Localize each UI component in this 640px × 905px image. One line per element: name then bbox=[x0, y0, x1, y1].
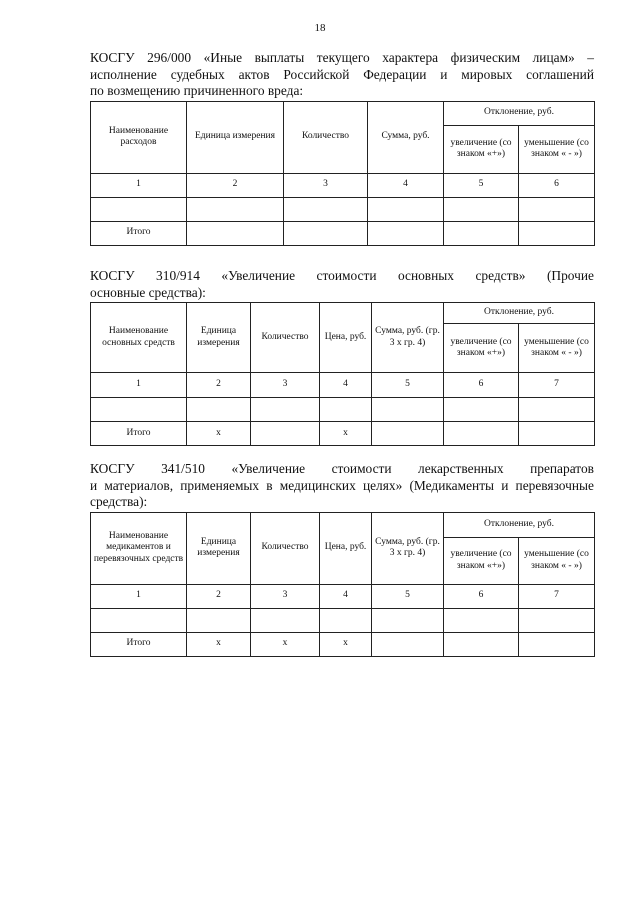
table-cell bbox=[284, 221, 368, 245]
column-number: 5 bbox=[372, 373, 444, 398]
column-number: 4 bbox=[320, 373, 372, 398]
column-number: 7 bbox=[519, 584, 595, 608]
column-header: Количество bbox=[284, 101, 368, 173]
column-numbers-row bbox=[91, 173, 595, 197]
column-number: 3 bbox=[284, 173, 368, 197]
column-header: Цена, руб. bbox=[320, 303, 372, 373]
column-number: 1 bbox=[91, 173, 187, 197]
table-cell bbox=[91, 197, 187, 221]
total-label: Итого bbox=[91, 422, 187, 446]
table-cell bbox=[320, 608, 372, 632]
total-label: Итого bbox=[91, 221, 187, 245]
section-kosgu-341 bbox=[90, 461, 594, 657]
section-heading-line: по возмещению причиненного вреда: bbox=[90, 83, 304, 98]
table-cell bbox=[251, 608, 320, 632]
column-header: Количество bbox=[251, 512, 320, 584]
table-cell bbox=[372, 608, 444, 632]
table-cell: x bbox=[320, 422, 372, 446]
table-cell bbox=[187, 197, 284, 221]
column-header: увеличение (со знаком «+») bbox=[444, 125, 519, 173]
column-header: Количество bbox=[251, 303, 320, 373]
section-heading-line: основные средства): bbox=[90, 284, 206, 300]
table-cell bbox=[444, 632, 519, 656]
section-kosgu-296 bbox=[90, 50, 594, 246]
deviation-header: Отклонение, руб. bbox=[444, 512, 595, 537]
column-number: 7 bbox=[519, 373, 595, 398]
table-cell bbox=[519, 608, 595, 632]
total-row bbox=[91, 221, 595, 245]
table-cell: x bbox=[320, 632, 372, 656]
column-number: 6 bbox=[519, 173, 595, 197]
table-cell bbox=[368, 221, 444, 245]
column-header: Наименование медикаментов и перевязочных средств bbox=[91, 512, 187, 584]
column-number: 6 bbox=[444, 584, 519, 608]
column-header: Единица измерения bbox=[187, 512, 251, 584]
column-number: 1 bbox=[91, 584, 187, 608]
table-cell bbox=[444, 197, 519, 221]
column-header: Наименование расходов bbox=[91, 101, 187, 173]
total-row bbox=[91, 632, 595, 656]
table-cell bbox=[91, 398, 187, 422]
table-cell bbox=[372, 398, 444, 422]
section-heading-line: и материалов, применяемых в медицинских целях» (Медикаменты и перевязочные bbox=[90, 477, 594, 493]
empty-row bbox=[91, 398, 595, 422]
column-number: 3 bbox=[251, 584, 320, 608]
column-header: увеличение (со знаком «+») bbox=[444, 537, 519, 584]
column-number: 1 bbox=[91, 373, 187, 398]
table-cell bbox=[368, 197, 444, 221]
table-cell bbox=[519, 422, 595, 446]
table-cell bbox=[444, 608, 519, 632]
kosgu-310-table bbox=[90, 302, 595, 446]
column-numbers-row bbox=[91, 373, 595, 398]
kosgu-341-table bbox=[90, 512, 595, 657]
table-cell bbox=[444, 398, 519, 422]
table-cell bbox=[444, 422, 519, 446]
kosgu-296-table bbox=[90, 101, 595, 246]
table-header-row bbox=[91, 303, 595, 324]
table-cell: x bbox=[187, 422, 251, 446]
table-header-row bbox=[91, 101, 595, 125]
table-cell bbox=[91, 608, 187, 632]
section-kosgu-310 bbox=[90, 268, 594, 446]
column-numbers-row bbox=[91, 584, 595, 608]
table-header-row bbox=[91, 512, 595, 537]
column-header: уменьшение (со знаком « - ») bbox=[519, 125, 595, 173]
column-number: 5 bbox=[372, 584, 444, 608]
column-header: Сумма, руб. (гр. 3 х гр. 4) bbox=[372, 303, 444, 373]
column-header: Наименование основных средств bbox=[91, 303, 187, 373]
table-cell bbox=[519, 398, 595, 422]
column-header: уменьшение (со знаком « - ») bbox=[519, 324, 595, 373]
column-number: 4 bbox=[320, 584, 372, 608]
table-cell bbox=[187, 608, 251, 632]
column-header: Сумма, руб. bbox=[368, 101, 444, 173]
total-label: Итого bbox=[91, 632, 187, 656]
section-heading-line: исполнение судебных актов Российской Федерации и мировых соглашений bbox=[90, 66, 594, 82]
table-cell bbox=[187, 221, 284, 245]
table-cell bbox=[519, 197, 595, 221]
column-header: Сумма, руб. (гр. 3 х гр. 4) bbox=[372, 512, 444, 584]
table-cell bbox=[284, 197, 368, 221]
table-cell bbox=[444, 221, 519, 245]
section-heading-line: КОСГУ 341/510 «Увеличение стоимости лекарственных препаратов bbox=[90, 461, 594, 476]
column-header: Единица измерения bbox=[187, 303, 251, 373]
section-heading-line: КОСГУ 310/914 «Увеличение стоимости основных средств» (Прочие bbox=[90, 268, 594, 283]
table-cell: x bbox=[251, 632, 320, 656]
table-cell bbox=[187, 398, 251, 422]
column-number: 5 bbox=[444, 173, 519, 197]
section-heading-line: КОСГУ 296/000 «Иные выплаты текущего характера физическим лицам» – bbox=[90, 50, 594, 65]
column-number: 3 bbox=[251, 373, 320, 398]
table-cell bbox=[519, 632, 595, 656]
column-header: уменьшение (со знаком « - ») bbox=[519, 537, 595, 584]
column-number: 6 bbox=[444, 373, 519, 398]
empty-row bbox=[91, 197, 595, 221]
column-header: увеличение (со знаком «+») bbox=[444, 324, 519, 373]
table-cell bbox=[251, 422, 320, 446]
page-number: 18 bbox=[314, 22, 326, 34]
table-cell bbox=[320, 398, 372, 422]
table-cell bbox=[519, 221, 595, 245]
column-header: Единица измерения bbox=[187, 101, 284, 173]
deviation-header: Отклонение, руб. bbox=[444, 101, 595, 125]
total-row bbox=[91, 422, 595, 446]
table-cell bbox=[372, 632, 444, 656]
column-number: 2 bbox=[187, 584, 251, 608]
table-cell: x bbox=[187, 632, 251, 656]
table-cell bbox=[372, 422, 444, 446]
deviation-header: Отклонение, руб. bbox=[444, 303, 595, 324]
column-number: 2 bbox=[187, 373, 251, 398]
table-cell bbox=[251, 398, 320, 422]
column-number: 2 bbox=[187, 173, 284, 197]
section-heading-line: средства): bbox=[90, 494, 148, 509]
column-header: Цена, руб. bbox=[320, 512, 372, 584]
empty-row bbox=[91, 608, 595, 632]
column-number: 4 bbox=[368, 173, 444, 197]
